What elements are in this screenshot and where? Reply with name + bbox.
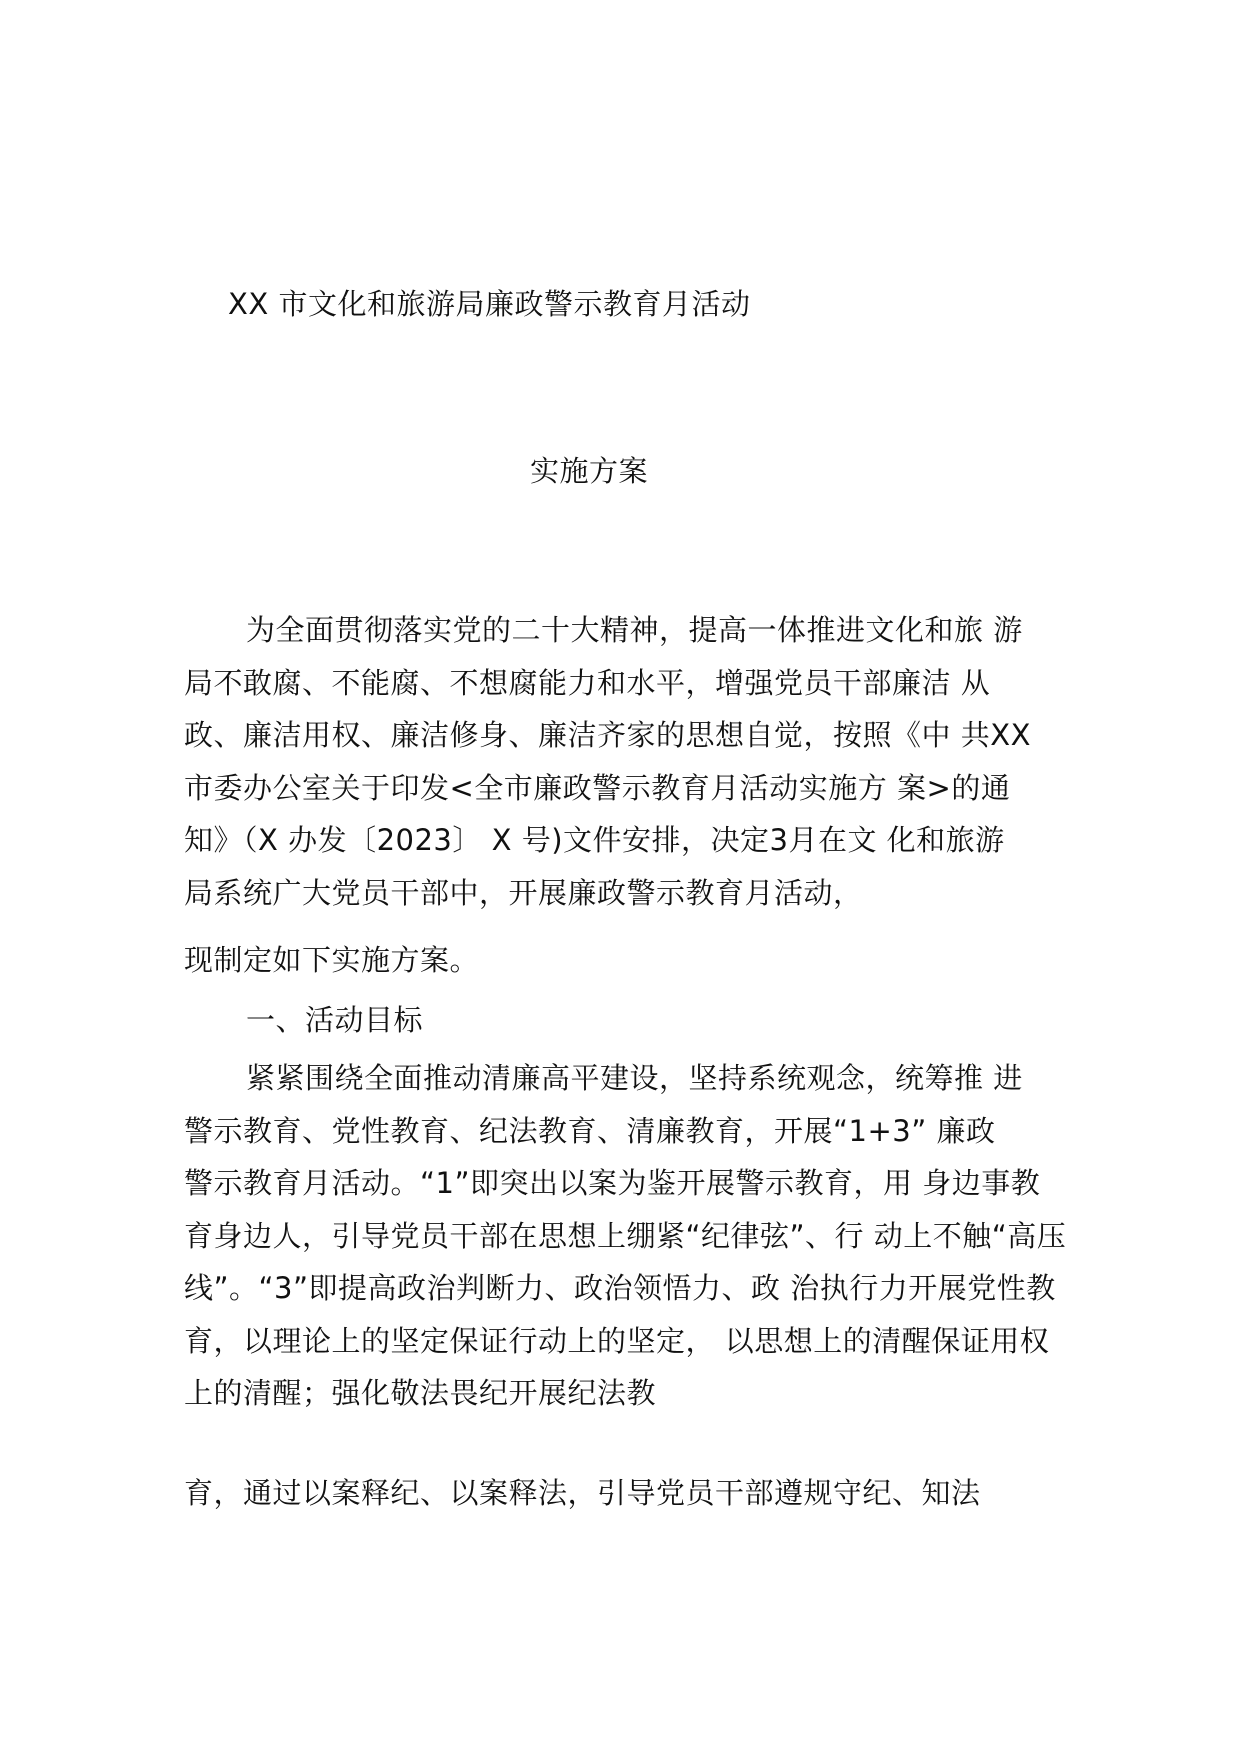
paragraph1-line: 为全面贯彻落实党的二十大精神，提高一体推进文化和旅 游 bbox=[246, 613, 1023, 647]
paragraph1-line: 知》（X 办发〔2023〕 X 号)文件安排，决定3月在文 化和旅游 bbox=[184, 823, 1005, 857]
paragraph2-line: 警示教育、党性教育、纪法教育、清廉教育，开展“1+3” 廉政 bbox=[184, 1114, 996, 1148]
paragraph1-tail: 现制定如下实施方案。 bbox=[184, 943, 480, 977]
document-title-line2: 实施方案 bbox=[530, 454, 649, 488]
document-title-line1: XX 市文化和旅游局廉政警示教育月活动 bbox=[228, 287, 751, 321]
paragraph3-line: 育，通过以案释纪、以案释法，引导党员干部遵规守纪、知法 bbox=[184, 1476, 981, 1510]
paragraph1-line: 局不敢腐、不能腐、不想腐能力和水平，增强党员干部廉洁 从 bbox=[184, 666, 991, 700]
paragraph2-line: 紧紧围绕全面推动清廉高平建设，坚持系统观念，统筹推 进 bbox=[246, 1061, 1023, 1095]
paragraph2-line: 上的清醒；强化敬法畏纪开展纪法教 bbox=[184, 1376, 657, 1410]
paragraph2-line: 育，以理论上的坚定保证行动上的坚定， 以思想上的清醒保证用权 bbox=[184, 1324, 1050, 1358]
paragraph2-line: 育身边人，引导党员干部在思想上绷紧“纪律弦”、行 动上不触“高压 bbox=[184, 1219, 1067, 1253]
paragraph2-line: 线”。“3”即提高政治判断力、政治领悟力、政 治执行力开展党性教 bbox=[184, 1271, 1056, 1305]
paragraph1-line: 市委办公室关于印发<全市廉政警示教育月活动实施方 案>的通 bbox=[184, 771, 1011, 805]
section1-heading: 一、活动目标 bbox=[246, 1003, 424, 1037]
paragraph1-line: 局系统广大党员干部中，开展廉政警示教育月活动， bbox=[184, 876, 863, 910]
paragraph2-line: 警示教育月活动。“1”即突出以案为鉴开展警示教育，用 身边事教 bbox=[184, 1166, 1041, 1200]
paragraph1-line: 政、廉洁用权、廉洁修身、廉洁齐家的思想自觉，按照《中 共XX bbox=[184, 718, 1031, 752]
